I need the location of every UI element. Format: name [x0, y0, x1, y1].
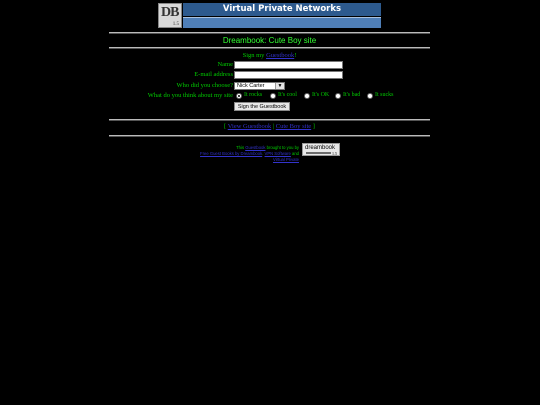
name-input[interactable] [234, 61, 343, 69]
footer-text: This [236, 145, 246, 150]
radio-label-it-sucks: It sucks [375, 92, 394, 98]
sign-suffix: ! [294, 52, 297, 59]
chosen-label: Who did you choose? [176, 82, 233, 89]
sign-line [109, 52, 430, 59]
footer-guestbook-link[interactable]: Guestbook [245, 145, 266, 150]
divider [109, 47, 430, 49]
divider [109, 135, 430, 137]
chevron-down-icon[interactable]: ▼ [275, 83, 284, 89]
radio-its-ok[interactable] [304, 93, 310, 99]
view-guestbook-link[interactable]: View Guestbook [227, 123, 272, 130]
free-guest-books-link[interactable]: Free Guest Books by Dreambook [200, 151, 263, 156]
chosen-select-value: Nick Carter [237, 83, 265, 89]
dreambook-db-logo [158, 3, 182, 28]
opinion-label: What do you think about my site [147, 92, 233, 99]
radio-label-its-bad: It's bad [343, 92, 361, 98]
dreambook-logo-bar [306, 152, 331, 154]
radio-label-its-ok: It's OK [312, 92, 330, 98]
radio-label-its-cool: It's cool [278, 92, 297, 98]
virtual-private-link[interactable]: Virtual Private [273, 157, 299, 162]
radio-its-bad[interactable] [335, 93, 341, 99]
guestbook-link[interactable]: Guestbook [266, 52, 295, 59]
sign-guestbook-button[interactable]: Sign the Guestbook [234, 102, 290, 111]
radio-label-it-rocks: It rocks [244, 92, 263, 98]
divider [109, 32, 430, 34]
radio-it-sucks[interactable] [367, 93, 373, 99]
footer-text: . [262, 151, 265, 156]
footer-credit [199, 145, 299, 163]
email-label: E-mail address [194, 71, 233, 78]
footer-text: brought to you by [265, 145, 299, 150]
nav-links [109, 123, 430, 130]
footer-text: and [290, 151, 299, 156]
bracket-open: [ [224, 123, 228, 130]
page-title: Dreambook: Cute Boy site [222, 36, 317, 45]
link-separator: | [271, 123, 276, 130]
radio-it-rocks[interactable] [236, 93, 242, 99]
cute-boy-site-link[interactable]: Cute Boy site [275, 123, 312, 130]
logo-text: DB [161, 5, 179, 20]
banner[interactable] [158, 3, 381, 28]
dreambook-logo-version: 1.5 [332, 151, 337, 156]
radio-its-cool[interactable] [270, 93, 276, 99]
dreambook-logo-text: dreambook [305, 145, 336, 151]
email-input[interactable] [234, 71, 343, 79]
name-label: Name [217, 61, 233, 68]
dreambook-logo[interactable] [302, 143, 340, 156]
banner-subbar [183, 17, 381, 28]
sign-prefix: Sign my [242, 52, 267, 59]
logo-version: 1.5 [172, 22, 179, 27]
divider [109, 119, 430, 121]
vpn-software-link[interactable]: VPN Software [264, 151, 291, 156]
footer-line-2 [199, 151, 299, 163]
banner-title[interactable]: Virtual Private Networks [222, 4, 342, 14]
bracket-close: ] [311, 123, 315, 130]
chosen-select[interactable] [234, 82, 285, 90]
